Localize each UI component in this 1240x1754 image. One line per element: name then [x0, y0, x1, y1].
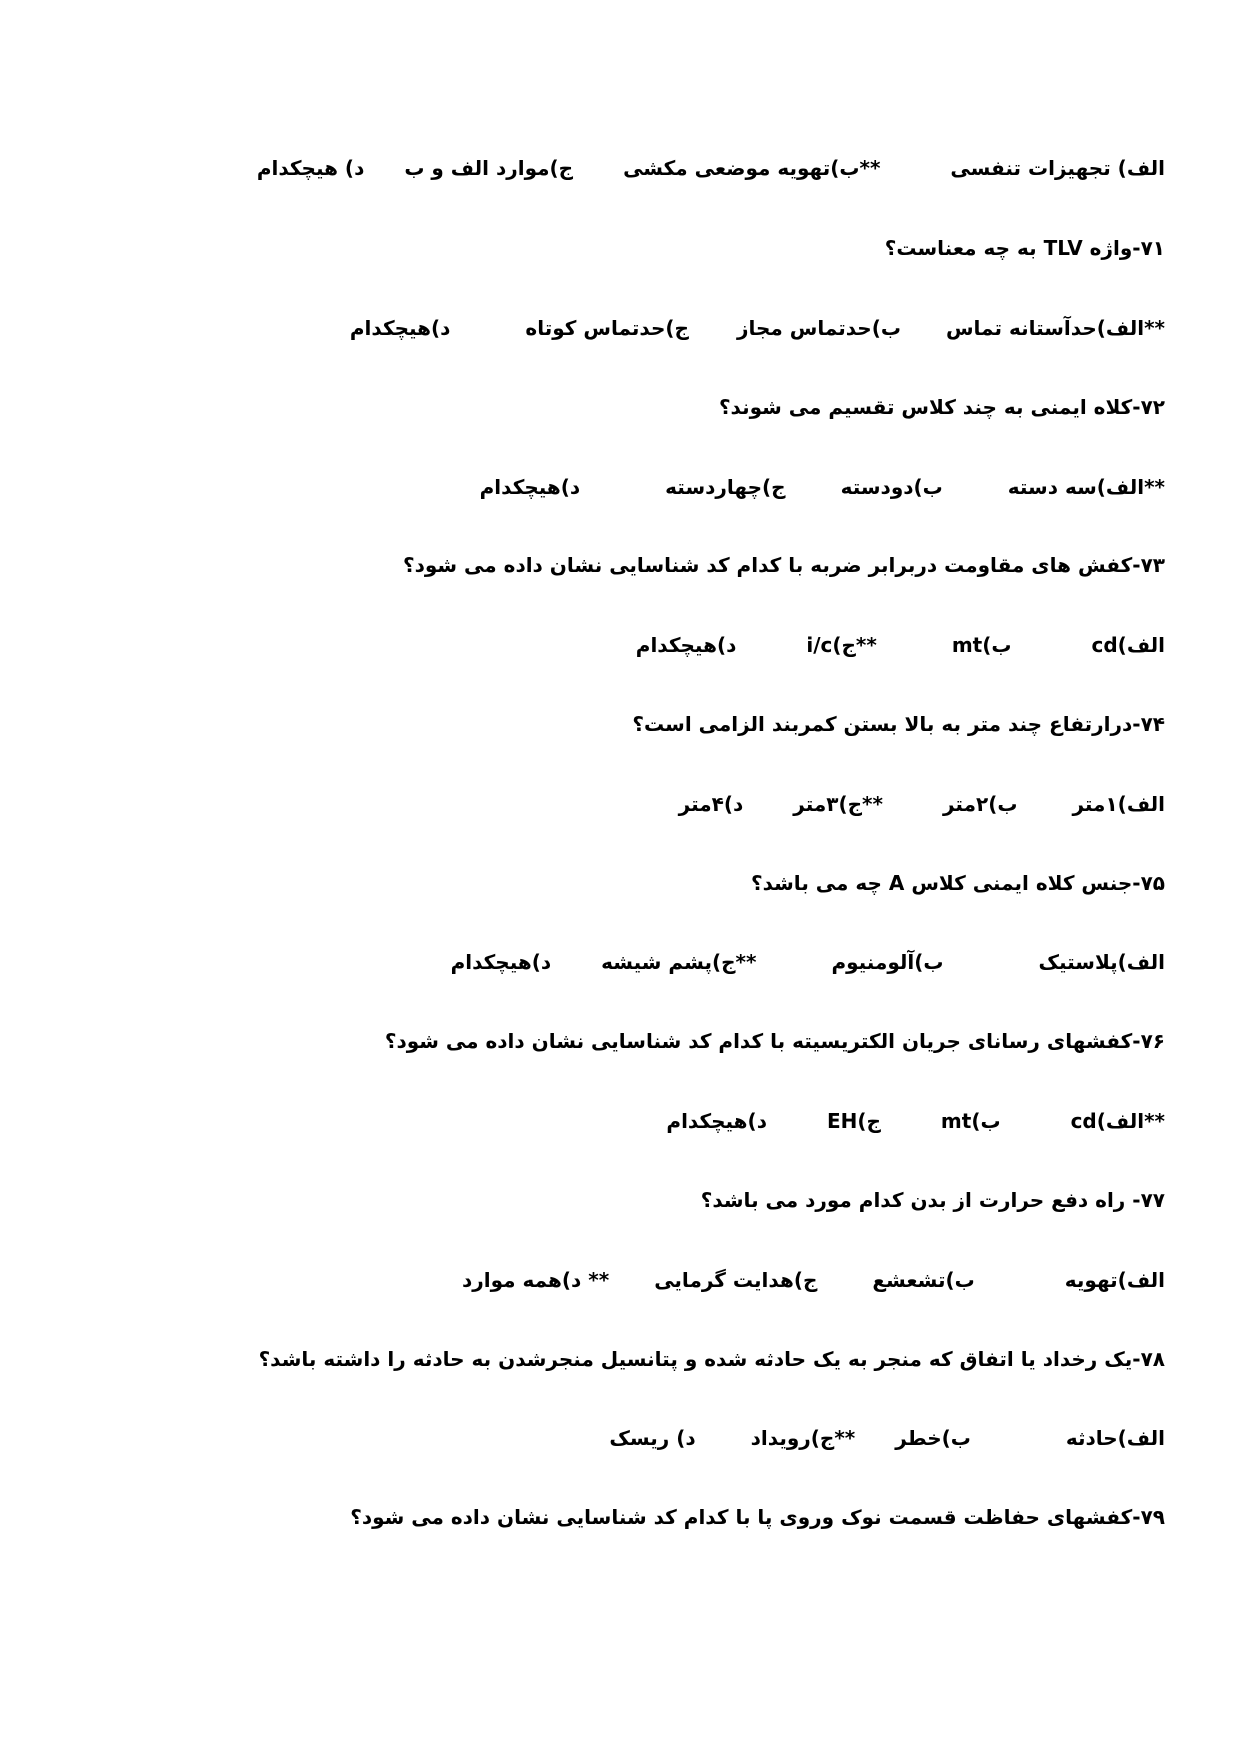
option-jim: ج)حدتماس کوتاه [525, 316, 689, 340]
option-dal-correct: ** د)همه موارد [461, 1268, 610, 1292]
question-75: ۷۵-جنس کلاه ایمنی کلاس A چه می باشد؟ [750, 871, 1165, 895]
option-alef: الف)تهویه [1064, 1268, 1165, 1292]
option-jim: ج)هدایت گرمایی [654, 1268, 818, 1292]
options-row-q78 [609, 1424, 1165, 1452]
options-row-q70 [257, 154, 1165, 182]
question-74: ۷۴-درارتفاع چند متر به بالا بستن کمربند الزامی است؟ [632, 712, 1165, 736]
option-dal: د) ریسک [609, 1426, 696, 1450]
option-dal: د)هیچکدام [349, 316, 451, 340]
question-73: ۷۳-کفش های مقاومت دربرابر ضربه با کدام کد شناسایی نشان داده می شود؟ [403, 553, 1165, 577]
option-alef-correct: **الف)cd [1070, 1109, 1165, 1133]
question-79: ۷۹-کفشهای حفاظت قسمت نوک وروی پا با کدام کد شناسایی نشان داده می شود؟ [350, 1505, 1165, 1529]
option-be: ب)دودسته [840, 475, 943, 499]
option-dal: د)هیچکدام [635, 633, 737, 657]
options-row-q76 [666, 1107, 1165, 1135]
question-76: ۷۶-کفشهای رسانای جریان الکتریسیته با کدام کد شناسایی نشان داده می شود؟ [384, 1029, 1165, 1053]
question-72: ۷۲-کلاه ایمنی به چند کلاس تقسیم می شوند؟ [718, 395, 1165, 419]
options-row-q71 [350, 314, 1165, 342]
option-alef-correct: **الف)حدآستانه تماس [945, 316, 1165, 340]
option-alef: الف)۱متر [1072, 792, 1165, 816]
option-alef: الف)پلاستیک [1038, 950, 1165, 974]
option-alef: الف)حادثه [1065, 1426, 1165, 1450]
option-jim: ج)موارد الف و ب [404, 156, 574, 180]
question-71: ۷۱-واژه TLV به چه معناست؟ [884, 236, 1165, 260]
option-be: ب)۲متر [942, 792, 1018, 816]
options-row-q74 [679, 790, 1165, 818]
option-alef: الف) تجهیزات تنفسی [950, 156, 1165, 180]
option-be: ب)آلومنیوم [831, 950, 944, 974]
options-row-q73 [636, 631, 1165, 659]
option-dal: د)هیچکدام [479, 475, 581, 499]
option-dal: د)هیچکدام [450, 950, 552, 974]
option-jim-correct: **ج)پشم شیشه [601, 950, 757, 974]
question-78: ۷۸-یک رخداد یا اتفاق که منجر به یک حادثه شده و پتانسیل منجرشدن به حادثه را داشته باشد؟ [258, 1347, 1165, 1371]
option-jim: ج)EH [826, 1109, 881, 1133]
option-be: ب)mt [940, 1109, 1001, 1133]
option-be: ب)حدتماس مجاز [736, 316, 901, 340]
options-row-q72 [480, 473, 1165, 501]
option-dal: د)هیچکدام [666, 1109, 767, 1133]
option-jim-correct: **ج)i/c [806, 633, 877, 657]
question-77: ۷۷- راه دفع حرارت از بدن کدام مورد می باشد؟ [700, 1188, 1165, 1212]
option-jim-correct: **ج)رویداد [750, 1426, 856, 1450]
option-alef: الف)cd [1091, 633, 1165, 657]
option-jim-correct: **ج)۳متر [793, 792, 883, 816]
option-dal: د) هیچکدام [256, 156, 365, 180]
option-dal: د)۴متر [678, 792, 744, 816]
option-be: ب)خطر [895, 1426, 971, 1450]
options-row-q77 [462, 1266, 1165, 1294]
option-jim: ج)چهاردسته [665, 475, 786, 499]
option-be: ب)mt [951, 633, 1012, 657]
options-row-q75 [451, 948, 1165, 976]
option-be: ب)تشعشع [872, 1268, 975, 1292]
option-be-correct: **ب)تهویه موضعی مکشی [623, 156, 881, 180]
option-alef-correct: **الف)سه دسته [1007, 475, 1165, 499]
